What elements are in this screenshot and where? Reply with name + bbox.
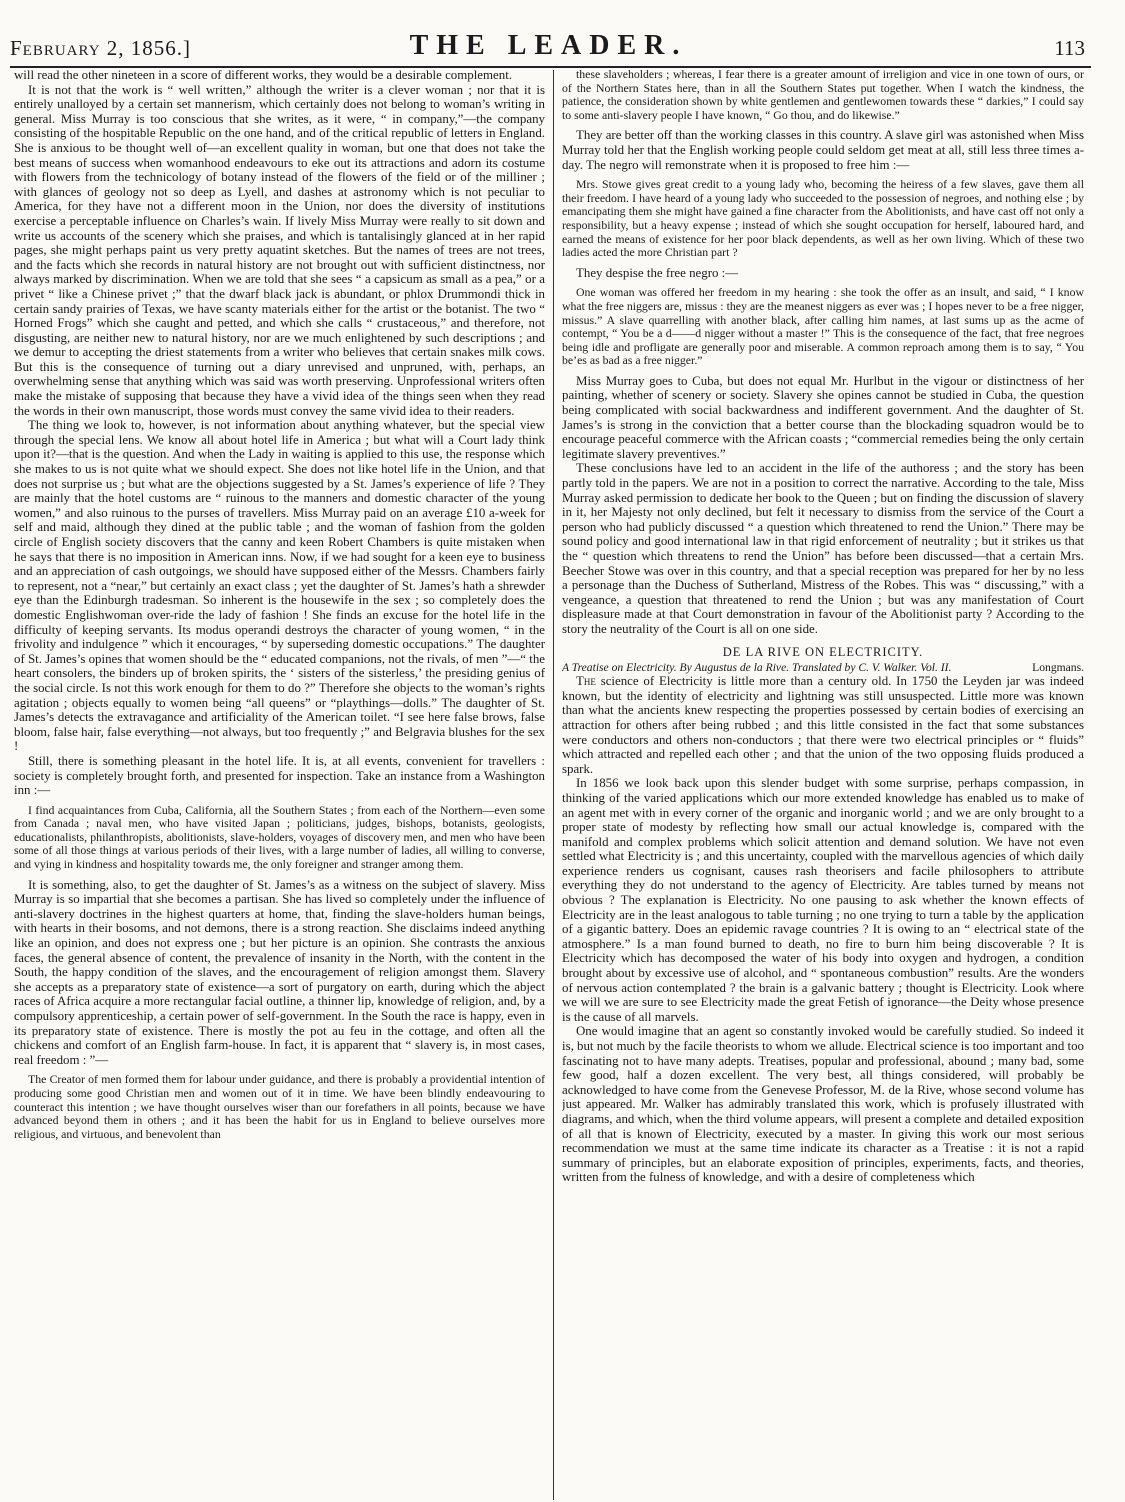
publisher: Longmans. — [1032, 661, 1084, 675]
paragraph: They are better off than the working classes in this country. A slave girl was astonished when Miss Murray told her that the English working people could seldom get meat at all, still less three times a-day. The negro will remonstrate when it is proposed to free him :— — [562, 128, 1084, 172]
review-citation — [562, 661, 1084, 674]
paragraph: It is not that the work is “ well written,” although the writer is a clever woman ; nor that it is entirely unalloyed by a certain set mannerism, which certainly does not belong to woman’s writing in general. Miss Murray is too conscious that she writes, as it were, “ in company,”—the company consisting of the hospitable Republic on the one hand, and of the critical republic of letters in England. She is anxious to be thought well of—an excellent quality in woman, but one that does not take the best means of success when womanhood endeavours to eke out its attractions and adorn its costume with flowers from the technicology of botany instead of the flowers of the field or of the milliner ; with glances of geology not so deep as Lyell, and dashes at astronomy which is not peculiar to America, for they have not a different moon in the Union, nor does the diversity of institutions exercise a perceptable influence on Charles’s wain. If lively Miss Murray were really to sit down and write us accounts of the scenery which she praises, and which is tantalisingly glanced at in her rapid pages, she might perhaps paint us very pretty aquatint sketches. But the names of trees are not trees, and the facts which she records in natural history are not brought out with sufficient distinctness, nor always marked by discrimination. When we are told that she sees “ a capsicum as small as a pea,” or a privet “ like a Chinese privet ;” that the dwarf black jack is abundant, or phlox Drummondi thick in certain sandy prairies of Texas, we have scanty materials either for the artist or the botanist. The two “ Horned Frogs” which she caught and petted, and which she calls “ crustaceous,” and therefore, not disgusting, are neither new to natural history, nor are we much enlightened by such descriptions ; and we demur to accepting the driest statements from a writer who believes that certain snakes milk cows. But this is the consequence of turning out a diary unrevised and unpruned, with, perhaps, an overwhelming sense that anything which was said was worth preserving. Unprofessional writers often make the mistake of supposing that because they have a vivid idea of the things seen when they read the words in their own manuscript, those words must convey the same vivid idea to their readers. — [14, 82, 545, 418]
paragraph: They despise the free negro :— — [576, 265, 739, 280]
quote-text: I find acquaintances from Cuba, California, all the Southern States ; from each of the Northern—even some from Canada ; naval men, who have visited Japan ; politicians, judges, bishops, botanists, geologists, educationalists, philanthropists, abolitionists, slave-holders, voyages of discovery men, and men who have been some of all those things at various periods of their lives, with a large number of ladies, all willing to converse, and vying in kindness and hospitality towards me, the only foreigner and stranger among them. — [14, 802, 545, 872]
block-quote — [562, 178, 1084, 260]
paragraph — [562, 674, 1084, 776]
block-quote — [14, 1073, 545, 1141]
block-quote — [14, 804, 545, 872]
paragraph: It is something, also, to get the daughter of St. James’s as a witness on the subject of slavery. Miss Murray is so impartial that she becomes a partisan. She has lived so completely under the influence of anti-slavery doctrines in the highest quarters at home, that, finding the slave-holders human beings, with hearts in their bosoms, and not demons, there is a strong reaction. She disclaims indeed anything like an opinion, and does not express one ; but her picture is an opinion. She contrasts the anxious faces, the general absence of content, the prevalence of insanity in the North, with the content in the South, the happy condition of the slaves, and the encouragement of religion amongst them. Slavery she accepts as a preparatory state of existence—a sort of purgatory on earth, during which the abject races of Africa acquire a more rectangular facial outline, a thinner lip, knowledge of religion, and, by a compulsory apprenticeship, a certain power of self-government. In the South the race is happy, even in its preparatory state of existence. There is mostly the pot au feu in the cottage, and often all the chickens and comfort of an English farm-house. In fact, it is apparent that “ slavery is, in most cases, real freedom : ”— — [14, 877, 545, 1067]
right-column — [562, 68, 1084, 1502]
paragraph: In 1856 we look back upon this slender budget with some surprise, perhaps compassion, in thinking of the varied applications which our more extended knowledge has enabled us to make of an agent met with in every corner of the organic and inorganic world ; and we are only brought to a proper state of modesty by reflecting how small our actual knowledge is, compared with the manifold and complex problems which solicit attention and demand solution. We have not even settled what Electricity is ; and this uncertainty, coupled with the marvellous agencies of which daily experience renders us cognisant, causes rash theorisers and facile philosophers to attribute everything they do not understand to the agency of Electricity. Are tables turned by means not obvious ? The explanation is Electricity. No one pausing to ask whether the known effects of Electricity are in the least analogous to table turning ; no one trying to turn a table by the application of a gigantic battery. Does an epidemic ravage countries ? It is owing to an “ electrical state of the atmosphere.” Is a man found burned to death, no fire to burn him being discoverable ? It is Electricity which has decomposed the water of his body into oxygen and hydrogen, a condition brought about by excessive use of alcohol, and “ spontaneous combustion” results. Are the wonders of nervous action contemplated ? the brain is a galvanic battery ; thought is Electricity. Look where we will we are sure to see Electricity made the great Fetish of ignorance—the Deity whose presence is the cause of all marvels. — [562, 776, 1084, 1024]
paragraph: Still, there is something pleasant in the hotel life. It is, at all events, convenient for travellers : society is completely brought forth, and presented for inspection. Take an instance from a Washington inn :— — [14, 753, 545, 798]
paragraph: These conclusions have led to an accident in the life of the authoress ; and the story has been partly told in the papers. We are not in a position to correct the narrative. According to the tale, Miss Murray asked permission to dedicate her book to the Queen ; but on finding the discussion of slavery in it, her Majesty not only declined, but felt it necessary to dismiss from the service of the Court a person who had publicly discussed “ a question which threatened to rend the Union.” There may be sound policy and good international law in that rigid enforcement of neutrality ; but it strikes us that the “ question which threatens to rend the Union” has before been discussed—that a certain Mrs. Beecher Stowe was over in this country, and that a special reception was prepared for her by no less a personage than the Duchess of Sutherland, Mistress of the Robes. This was “ discussing,” with a vengeance, a question that threatened to rend the Union ; but was any manifestation of Court displeasure made at that Court demonstration in favour of the Abolitionist party ? According to the story the neutrality of the Court is all on one side. — [562, 461, 1084, 636]
block-quote — [562, 68, 1084, 122]
column-divider — [553, 70, 554, 1500]
quote-text: The Creator of men formed them for labour under guidance, and there is probably a providential intention of producing some good Christian men and women out of it in time. We have been blindly endeavouring to counteract this intention ; we have thought ourselves wiser than our forefathers in all points, because we have advanced beyond them in others ; and it has been the habit for us in England to believe ourselves more religious, and virtuous, and benevolent than — [14, 1072, 545, 1141]
quote-text: these slaveholders ; whereas, I fear there is a greater amount of irreligion and vice in one town of ours, or of the Northern States here, than in all the Southern States put together. When I watch the kindness, the patience, the consideration shown by white gentlemen and gentlewomen towards these “ darkies,” I could say to some anti-slavery people I have known, “ Go thou, and do likewise.” — [562, 68, 1084, 122]
page-number: 113 — [1054, 36, 1085, 60]
article-heading: DE LA RIVE ON ELECTRICITY. — [722, 644, 924, 659]
paragraph: Miss Murray goes to Cuba, but does not equal Mr. Hurlbut in the vigour or distinctness of her painting, whether of scenery or society. Slavery she opines cannot be studied in Cuba, the question being complicated with social backwardness and indifferent government. And the daughter of St. James’s is strong in the conviction that a better course than the blockading squadron would be to encourage peaceful commerce with the African coasts ; “commercial remedies being the only certain legitimate slavery preventives.” — [562, 373, 1084, 461]
newspaper-title: THE LEADER. — [409, 30, 688, 61]
left-column — [14, 68, 545, 1502]
issue-date: February 2, 1856.] — [10, 36, 192, 60]
paragraph: will read the other nineteen in a score of different works, they would be a desirable complement. — [14, 68, 513, 82]
block-quote — [562, 286, 1084, 368]
book-title: A Treatise on Electricity. By Augustus de la Rive. Translated by C. V. Walker. Vol. II. — [562, 661, 952, 675]
paragraph-text: science of Electricity is little more than a century old. In 1750 the Leyden jar was indeed known, but the identity of electricity and lightning was still unsuspected. Little more was known than what the ancients knew respecting the properties possessed by certain bodies of exercising an attraction for others after being rubbed ; and this little consisted in the fact that some substances were conductors and others non-conductors ; that there were two electrical principles or “ fluids” which attracted and repelled each other ; and that the union of the two opposing fluids produced a spark. — [562, 674, 1084, 776]
quote-text: One woman was offered her freedom in my hearing : she took the offer as an insult, and said, “ I know what the free niggers are, missus : they are the meanest niggers as ever was ; I hopes never to be a free nigger, missus.” A slave quarrelling with another black, after calling him names, at last sums up as the acme of contempt, “ You be a d——d nigger without a master !” This is the consequence of the fact, that free negroes being idle and profligate are generally poor and miserable. A common reproach among them is to say, “ You be’es as bad as a free nigger.” — [562, 285, 1084, 368]
paragraph: One would imagine that an agent so constantly invoked would be carefully studied. So indeed it is, but not much by the facile theorists to whom we allude. Electrical science is too important and too fascinating not to have many adepts. Treatises, popular and professional, abound ; many bad, some few good, half a dozen excellent. The very best, all things considered, will probably be acknowledged to have come from the Genevese Professor, M. de la Rive, whose second volume has just appeared. Mr. Walker has admirably translated this work, which is profusely illustrated with diagrams, and which, when the third volume appears, will present a complete and detailed exposition of all that is known of Electricity, executed by a master. In giving this work our most serious recommendation we must at the same time indicate its character as a Treatise : it is not a rapid summary of principles, but an elaborate exposition of principles, experiments, facts, and theories, written from the fulness of knowledge, and with a desire of completeness which — [562, 1024, 1084, 1185]
masthead — [6, 16, 1091, 72]
paragraph: The thing we look to, however, is not information about anything whatever, but the special view through the special lens. We know all about hotel life in America ; but what will a Court lady think upon it?—that is the question. And when the Lady in waiting is applied to this use, the response which she makes to us is not quite what we should expect. She does not like hotel life in the Union, and that does not surprise us ; but what are the objections suggested by a St. James’s experience of life ? They are mainly that the hotel customs are “ ruinous to the manners and domestic character of the young women,” and also ruinous to the purses of travellers. Miss Murray paid on an average £10 a-week for self and maid, although they dined at the public table ; and the woman of fashion from the golden circle of English society discovers that the canny and keen Robert Chambers is quite mistaken when he says that there is no imposition in American inns. Now, if we had sought for a keen eye to business and an appreciation of cash outgoings, we should have supposed either of the Messrs. Chambers fairly to represent, not a “near,” but certainly an exact class ; yet the daughter of St. James’s hath a shrewder eye than the Edinburgh tradesman. So inherent is the housewife in the sex ; so completely does the domestic Englishwoman over-ride the lady of fashion ! She finds an excuse for the hotel life in the difficulty of keeping servants. Its modus operandi destroys the character of young women, “ in the frivolity and indulgence ” which it encourages, “ by superseding domestic occupations.” The daughter of St. James’s opines that women should be the “ educated companions, not the rivals, of men ”—“ the heart consolers, the binders up of broken spirits, the ‘ sisters of the sisterless,’ the presiding genius of the social circle. Is not this work enough for them to do ?” Therefore she objects to the woman’s rights agitation ; objects equally to women being “all queens” or “playthings—dolls.” The daughter of St. James’s detects the extravagance and artificiality of the American toilet. “I see here false brows, false bloom, false hair, false everything—not always, but too frequently ;” and Belgravia blushes for the sex ! — [14, 418, 545, 754]
quote-text: Mrs. Stowe gives great credit to a young lady who, becoming the heiress of a few slaves, gave them all their freedom. I have heard of a young lady who succeeded to the possession of negroes, and nothing else ; by emancipating them she might have gained a fine character from the Abolitionists, and have cast off not only a responsibility, but a heavy expense ; instead of which she sought occupation for herself, laboured hard, and earned the means of existence for her poor black dependents, as well as her own living. Which of these two ladies acted the more Christian part ? — [562, 177, 1084, 260]
lead-word: The — [576, 674, 596, 689]
